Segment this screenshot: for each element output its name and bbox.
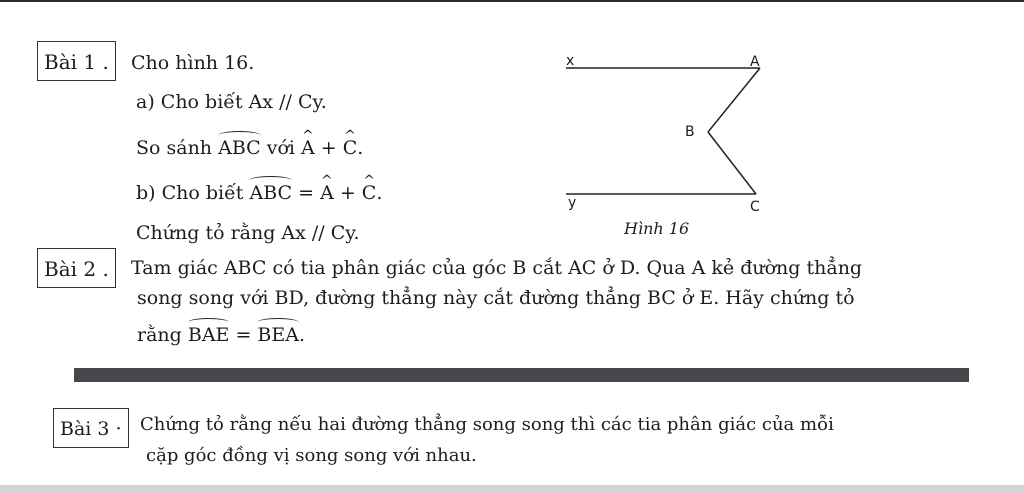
label-y: y (568, 195, 577, 211)
segment-ab (708, 68, 760, 132)
angle-bae: BAE (187, 324, 230, 346)
label-x: x (566, 53, 575, 69)
bai3-line2: cặp góc đồng vị song song với nhau. (146, 445, 477, 466)
angle-a-b: ^ A (320, 181, 334, 205)
bai2-eq: = (229, 324, 258, 346)
bai1-intro: Cho hình 16. (131, 52, 255, 74)
compare-prefix: So sánh (136, 137, 219, 159)
label-a: A (750, 54, 760, 70)
angle-c: ^ C (343, 136, 358, 160)
angle-bea: BEA (257, 324, 299, 346)
segment-bc (708, 132, 756, 194)
bai3-label: Bài 3 · (53, 408, 129, 448)
bai2-label: Bài 2 . (37, 248, 116, 288)
angle-c-b: ^ C (362, 181, 377, 205)
compare-end: . (357, 137, 364, 159)
bai2-line1: Tam giác ABC có tia phân giác của góc B cắt AC ở D. Qua A kẻ đường thẳng (131, 257, 863, 279)
bai1-compare-line (136, 136, 363, 160)
b-plus: + (333, 182, 362, 204)
compare-mid: với (260, 137, 302, 159)
bai1-part-a: a) Cho biết Ax // Cy. (136, 91, 327, 113)
b-eq: = (292, 182, 321, 204)
bai2-end: . (298, 324, 306, 346)
angle-abc-b: ABC (249, 182, 293, 204)
bai1-conclude: Chứng tỏ rằng Ax // Cy. (136, 222, 360, 244)
label-c: C (750, 199, 760, 215)
top-rule (0, 0, 1024, 2)
bai2-line3 (137, 323, 305, 347)
bai1-label: Bài 1 . (37, 41, 116, 81)
b-prefix: b) Cho biết (136, 182, 250, 204)
angle-a: ^ A (301, 136, 315, 160)
bai2-line3-prefix: rằng (137, 324, 188, 346)
separator-bar (74, 368, 969, 382)
angle-abc: ABC (218, 137, 261, 159)
compare-plus: + (314, 137, 343, 159)
figure-caption: Hình 16 (624, 219, 690, 238)
bai2-line2: song song với BD, đường thẳng này cắt đường thẳng BC ở E. Hãy chứng tỏ (137, 287, 855, 309)
figure-16 (552, 52, 782, 232)
bai1-part-b (136, 181, 382, 205)
b-end: . (376, 182, 383, 204)
bai3-line1: Chứng tỏ rằng nếu hai đường thẳng song song thì các tia phân giác của mỗi (140, 414, 834, 435)
label-b: B (685, 124, 695, 140)
bottom-bar (0, 485, 1024, 493)
